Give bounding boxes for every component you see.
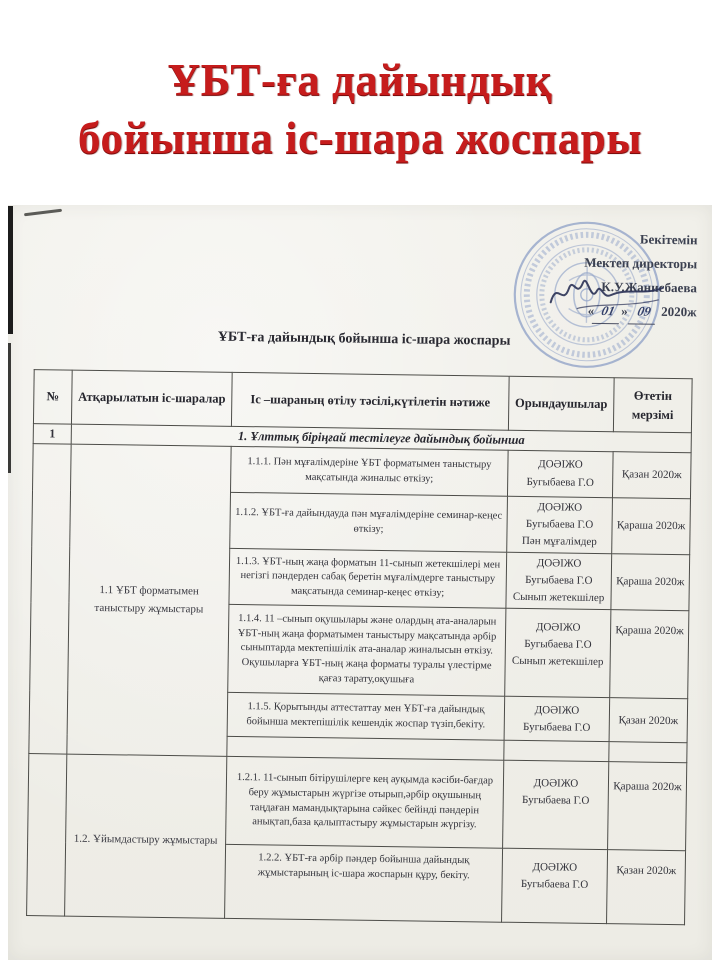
- number-column-spacer: [29, 444, 71, 755]
- activity-1-1-1: 1.1.1. Пән мұғалімдеріне ҰБТ форматымен таныстыру мақсатында жиналыс өткізу;: [231, 446, 509, 496]
- activity-1-1-4: 1.1.4. 11 –сынып оқушылары және олардың ата-аналарын ҰБТ-ның жаңа форматымен таныстыру мақсатында әрбір сыныптарда мектепішілік ата-аналар жиналысын өткізу. Оқушыларға ҰБТ-ның жаңа форматы туралы үлестірме қағаз тарату,оқушыға: [228, 605, 506, 697]
- date-day-handwritten: 01: [591, 299, 624, 324]
- col-header-method: Іс –шараның өтілу тәсілі,күтілетін нәтиже: [231, 372, 509, 430]
- term-1-2-2: Қазан 2020ж: [607, 850, 686, 925]
- executors-1-1-2: ДОӘІЖО Бугыбаева Г.О Пән мұғалімдер: [507, 496, 613, 554]
- director-name: К.У.Жанисбаева: [601, 279, 698, 296]
- executors-1-1-5: ДОӘІЖО Бугыбаева Г.О: [504, 696, 610, 741]
- col-header-executors: Орындаушылар: [508, 376, 614, 431]
- date-year: 2020ж: [661, 303, 697, 320]
- activity-1-2-2: 1.2.2. ҰБТ-ға әрбір пәндер бойынша дайындық жұмыстарының іс-шара жоспарын құру, бекіту.: [225, 845, 503, 923]
- date-month-handwritten: 09: [628, 300, 661, 325]
- section-number: 1: [33, 424, 71, 445]
- document-heading: ҰБТ-ға дайындық бойынша іс-шара жоспары: [217, 329, 511, 349]
- term-1-1-5: Қазан 2020ж: [609, 698, 688, 743]
- executors-1-2-1: ДОӘІЖО Бугыбаева Г.О: [503, 760, 609, 849]
- plan-table: [26, 369, 693, 925]
- term-1-2-1: Қараша 2020ж: [608, 762, 687, 851]
- group-1-1-label: 1.1 ҰБТ форматымен таныстыру жұмыстары: [67, 444, 231, 756]
- executors-1-1-4: ДОӘІЖО Бугыбаева Г.О Сынып жетекшілер: [505, 608, 611, 697]
- group-1-2-label: 1.2. Ұйымдастыру жұмыстары: [65, 754, 227, 918]
- term-1-1-3: Қараша 2020ж: [611, 554, 690, 611]
- approval-line1: Бекітемін: [639, 231, 698, 248]
- approval-line2: Мектеп директоры: [584, 254, 698, 272]
- col-header-number: №: [33, 370, 72, 425]
- page-title-line1: ҰБТ-ға дайындық: [167, 55, 553, 105]
- term-1-1-4: Қараша 2020ж: [610, 610, 689, 699]
- number-column-spacer: [27, 754, 67, 917]
- executors-1-2-2: ДОӘІЖО Бугыбаева Г.О: [502, 848, 608, 923]
- section-title: 1. Ұлттық біріңғай тестілеуге дайындық бойынша: [71, 424, 691, 453]
- executors-1-1-1: ДОӘІЖО Бугыбаева Г.О: [507, 450, 613, 497]
- page-title-line2: бойынша іс-шара жоспары: [78, 112, 642, 163]
- col-header-activities: Атқарылатын іс-шаралар: [71, 370, 232, 426]
- approval-date: « 01 » 09 2020ж: [496, 298, 696, 326]
- term-1-1-1: Қазан 2020ж: [612, 452, 691, 499]
- activity-1-1-2: 1.1.2. ҰБТ-ға дайындауда пән мұғалімдеріне семинар-кеңес өткізу;: [230, 492, 508, 552]
- col-header-term: Өтетін мерзімі: [613, 378, 692, 433]
- executors-1-1-3: ДОӘІЖО Бугыбаева Г.О Сынып жетекшілер: [506, 552, 612, 610]
- activity-1-1-3: 1.1.3. ҰБТ-ның жаңа форматын 11-сынып жетекшілері мен негізгі пәндерден сабақ беретін мұғалімдерге таныстыру мақсатында семинар-кеңес өткізу;: [229, 548, 507, 608]
- activity-1-1-5: 1.1.5. Қорытынды аттестаттау мен ҰБТ-ға дайындық бойынша мектепішілік кешендік жоспар түзіп,бекіту.: [227, 693, 505, 741]
- term-1-1-2: Қараша 2020ж: [612, 498, 691, 555]
- director-signature-icon: [546, 268, 667, 318]
- activity-1-2-1: 1.2.1. 11-сынып бітірушілерге кең ауқымда кәсіби-бағдар беру жұмыстарын жүргізе отырып,әрбір оқушының таңдаған мамандықтарына сәйкес бейінді пәндерін анықтап,база қалыптастыру жұмыстарын жүргізу.: [226, 757, 504, 849]
- scanned-document: [8, 205, 712, 960]
- page-title: [0, 52, 720, 167]
